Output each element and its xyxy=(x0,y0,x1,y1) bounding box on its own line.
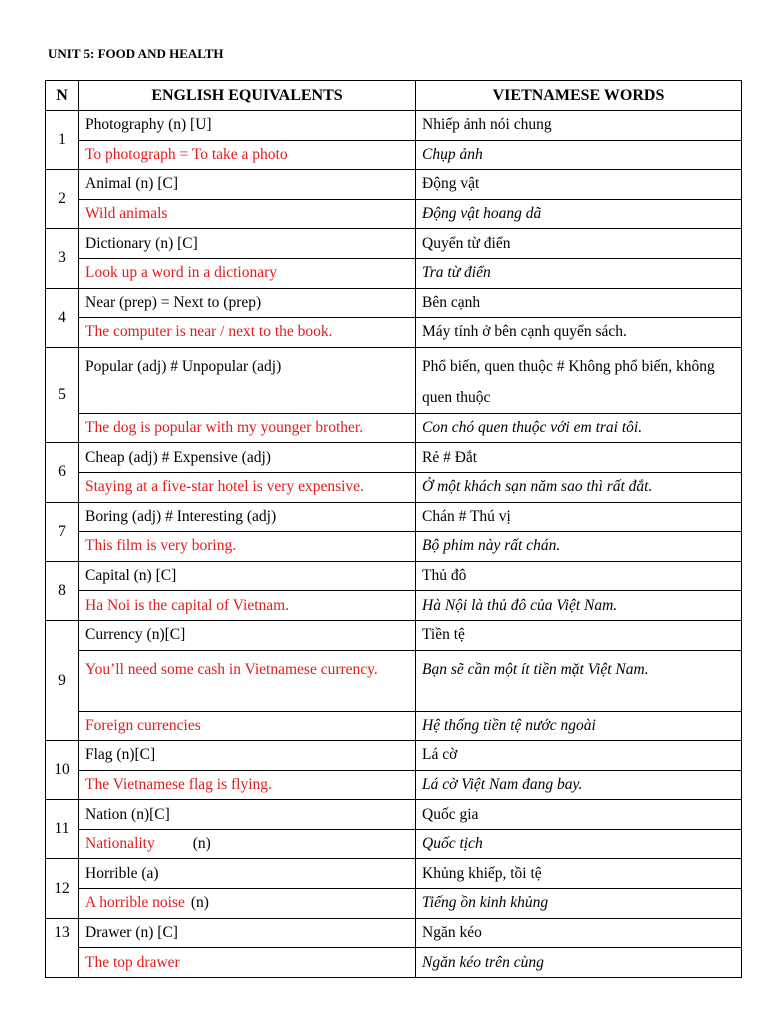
header-n: N xyxy=(46,81,79,111)
entry-number: 1 xyxy=(46,111,79,170)
english-example xyxy=(79,889,416,919)
english-term: Nation (n)[C] xyxy=(79,800,416,830)
vietnamese-term: Lá cờ xyxy=(416,741,742,771)
vietnamese-example: Tiếng ồn kinh khủng xyxy=(416,889,742,919)
entry-number: 12 xyxy=(46,859,79,918)
english-term: Horrible (a) xyxy=(79,859,416,889)
table-row xyxy=(46,229,742,259)
vietnamese-example: Tra từ điển xyxy=(416,258,742,288)
table-row xyxy=(46,800,742,830)
vietnamese-term: Tiền tệ xyxy=(416,620,742,650)
table-row xyxy=(46,170,742,200)
english-term: Cheap (adj) # Expensive (adj) xyxy=(79,443,416,473)
english-example: The Vietnamese flag is flying. xyxy=(79,770,416,800)
table-row xyxy=(46,650,742,711)
vietnamese-term: Động vật xyxy=(416,170,742,200)
english-term: Photography (n) [U] xyxy=(79,111,416,141)
vietnamese-term: Khủng khiếp, tồi tệ xyxy=(416,859,742,889)
vietnamese-example: Hệ thống tiền tệ nước ngoài xyxy=(416,711,742,741)
english-example: Staying at a five-star hotel is very expensive. xyxy=(79,472,416,502)
vietnamese-term: Quyển từ điển xyxy=(416,229,742,259)
vietnamese-example: Con chó quen thuộc với em trai tôi. xyxy=(416,413,742,443)
entry-number: 11 xyxy=(46,800,79,859)
vietnamese-example: Động vật hoang dã xyxy=(416,199,742,229)
vietnamese-term: Ngăn kéo xyxy=(416,918,742,948)
english-example: Look up a word in a dictionary xyxy=(79,258,416,288)
english-term: Near (prep) = Next to (prep) xyxy=(79,288,416,318)
table-row xyxy=(46,258,742,288)
vietnamese-example: Quốc tịch xyxy=(416,829,742,859)
table-row xyxy=(46,111,742,141)
table-row xyxy=(46,620,742,650)
table-row xyxy=(46,591,742,621)
entry-number: 7 xyxy=(46,502,79,561)
entry-number: 3 xyxy=(46,229,79,288)
table-row xyxy=(46,140,742,170)
english-term: Drawer (n) [C] xyxy=(79,918,416,948)
english-example: This film is very boring. xyxy=(79,532,416,562)
english-example: Wild animals xyxy=(79,199,416,229)
english-term: Animal (n) [C] xyxy=(79,170,416,200)
entry-number: 9 xyxy=(46,620,79,740)
entry-number: 4 xyxy=(46,288,79,347)
table-row xyxy=(46,413,742,443)
table-row xyxy=(46,288,742,318)
table-row xyxy=(46,918,742,948)
vocabulary-table xyxy=(45,80,742,978)
vietnamese-term: Rẻ # Đắt xyxy=(416,443,742,473)
vietnamese-example: Ở một khách sạn năm sao thì rất đắt. xyxy=(416,472,742,502)
table-row xyxy=(46,711,742,741)
english-term: Flag (n)[C] xyxy=(79,741,416,771)
entry-number: 10 xyxy=(46,741,79,800)
english-example: Foreign currencies xyxy=(79,711,416,741)
english-example: Ha Noi is the capital of Vietnam. xyxy=(79,591,416,621)
english-term: Boring (adj) # Interesting (adj) xyxy=(79,502,416,532)
vietnamese-term: Thủ đô xyxy=(416,561,742,591)
part-of-speech: (n) xyxy=(190,894,209,912)
entry-number: 5 xyxy=(46,347,79,443)
table-row xyxy=(46,472,742,502)
vietnamese-example: Hà Nội là thủ đô của Việt Nam. xyxy=(416,591,742,621)
table-row xyxy=(46,502,742,532)
english-example: The dog is popular with my younger brother. xyxy=(79,413,416,443)
table-row xyxy=(46,859,742,889)
table-row xyxy=(46,829,742,859)
english-example: The top drawer xyxy=(79,948,416,978)
entry-number: 8 xyxy=(46,561,79,620)
vietnamese-term: Phổ biến, quen thuộc # Không phổ biến, không quen thuộc xyxy=(416,347,742,413)
part-of-speech: (n) xyxy=(192,835,211,853)
english-term: Dictionary (n) [C] xyxy=(79,229,416,259)
table-row xyxy=(46,532,742,562)
table-row xyxy=(46,770,742,800)
vietnamese-term: Chán # Thú vị xyxy=(416,502,742,532)
table-row xyxy=(46,318,742,348)
english-term: Currency (n)[C] xyxy=(79,620,416,650)
table-row xyxy=(46,443,742,473)
header-vietnamese: VIETNAMESE WORDS xyxy=(416,81,742,111)
table-row xyxy=(46,561,742,591)
vietnamese-term: Nhiếp ảnh nói chung xyxy=(416,111,742,141)
vietnamese-example: Bạn sẽ cần một ít tiền mặt Việt Nam. xyxy=(416,650,742,711)
entry-number: 6 xyxy=(46,443,79,502)
english-example: You’ll need some cash in Vietnamese currency. xyxy=(79,650,416,711)
english-example xyxy=(79,829,416,859)
entry-number: 13 xyxy=(46,918,79,977)
example-phrase: A horrible noise xyxy=(85,894,185,912)
table-header-row xyxy=(46,81,742,111)
table-row xyxy=(46,199,742,229)
english-term: Capital (n) [C] xyxy=(79,561,416,591)
vietnamese-example: Chụp ảnh xyxy=(416,140,742,170)
table-row xyxy=(46,347,742,413)
vietnamese-example: Bộ phim này rất chán. xyxy=(416,532,742,562)
vietnamese-example: Ngăn kéo trên cùng xyxy=(416,948,742,978)
table-row xyxy=(46,741,742,771)
english-example: To photograph = To take a photo xyxy=(79,140,416,170)
table-row xyxy=(46,889,742,919)
english-example: The computer is near / next to the book. xyxy=(79,318,416,348)
entry-number: 2 xyxy=(46,170,79,229)
vietnamese-example: Lá cờ Việt Nam đang bay. xyxy=(416,770,742,800)
header-english: ENGLISH EQUIVALENTS xyxy=(79,81,416,111)
english-term: Popular (adj) # Unpopular (adj) xyxy=(79,347,416,413)
table-row xyxy=(46,948,742,978)
vietnamese-term: Bên cạnh xyxy=(416,288,742,318)
vietnamese-term: Quốc gia xyxy=(416,800,742,830)
example-phrase: Nationality xyxy=(85,835,155,853)
unit-title: UNIT 5: FOOD AND HEALTH xyxy=(48,46,224,61)
vietnamese-example: Máy tính ở bên cạnh quyển sách. xyxy=(416,318,742,348)
